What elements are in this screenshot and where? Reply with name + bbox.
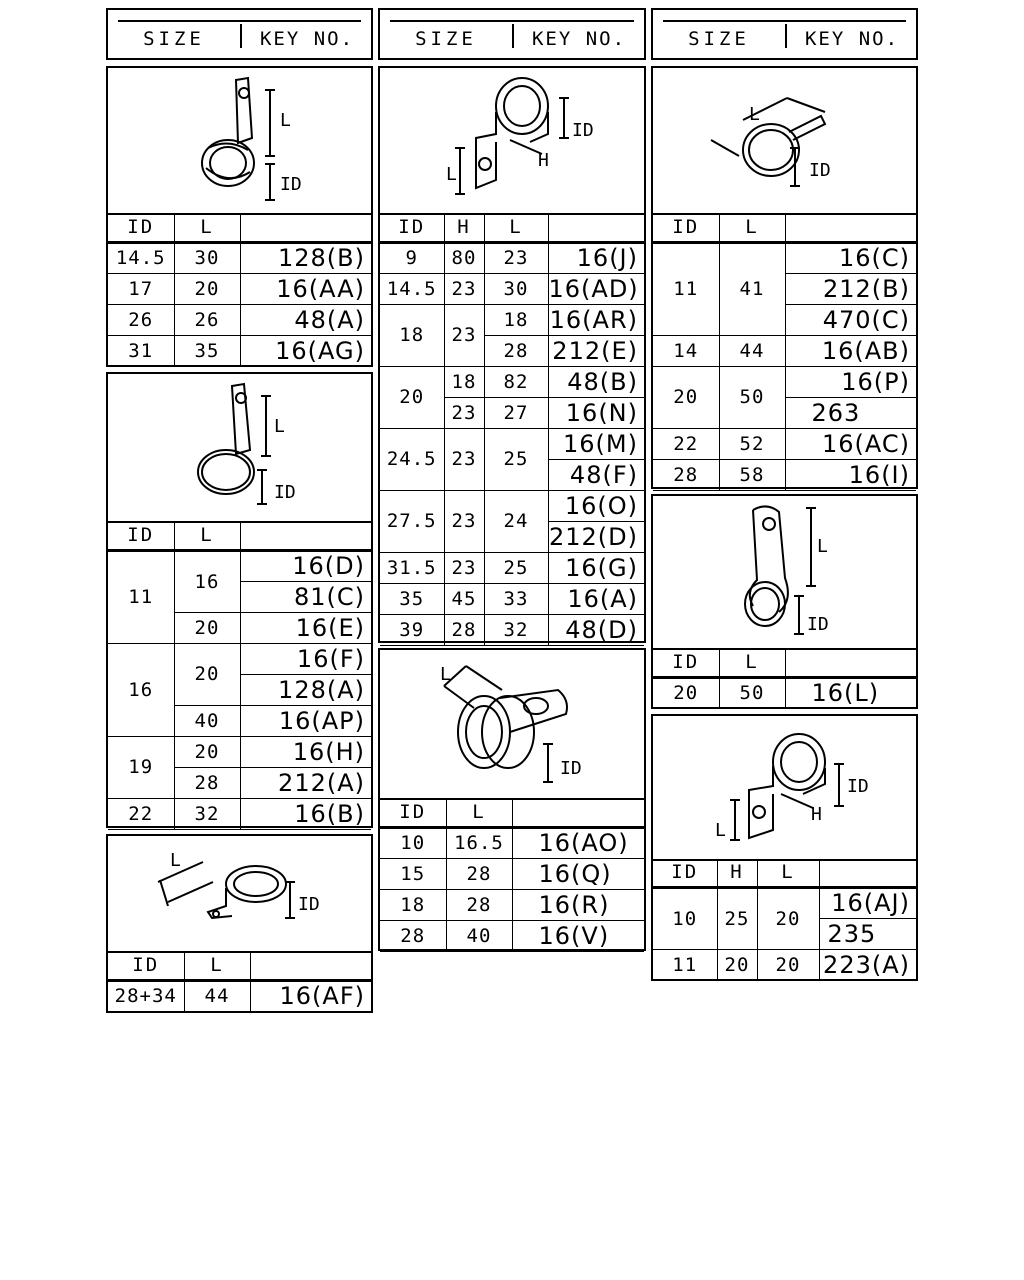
col-head-key bbox=[240, 213, 371, 242]
table-row: 20 18 82 48(B) bbox=[380, 366, 644, 397]
table-row: 22 32 16(B) bbox=[108, 798, 371, 829]
dim-label-h: H bbox=[811, 804, 822, 825]
key-number: 16(AO) bbox=[512, 827, 644, 858]
table-row: 14.5 23 30 16(AD) bbox=[380, 273, 644, 304]
clamp-drawing bbox=[108, 374, 371, 523]
double-clamp-illustration bbox=[108, 836, 371, 951]
table-header-row: ID H L bbox=[653, 859, 916, 887]
key-number: 212(A) bbox=[240, 767, 371, 798]
table-header-row bbox=[108, 213, 371, 242]
table-row: 35 45 33 16(A) bbox=[380, 583, 644, 614]
dim-label-l: L bbox=[170, 850, 181, 871]
key-header: KEY NO. bbox=[259, 28, 355, 50]
dim-label-id: ID bbox=[807, 614, 829, 635]
key-number: 128(A) bbox=[240, 674, 371, 705]
key-number: 16(AD) bbox=[548, 273, 644, 304]
table-row: 19 20 16(H) bbox=[108, 736, 371, 767]
table-row: 31 35 16(AG) bbox=[108, 335, 371, 366]
clamp-block-c3-3 bbox=[651, 714, 918, 981]
table-row: 11 20 20 223(A) bbox=[653, 949, 916, 980]
key-header: KEY NO. bbox=[804, 28, 900, 50]
table-row: 14.5 30 128(B) bbox=[108, 242, 371, 273]
dim-label-l: L bbox=[715, 820, 726, 841]
header-col2 bbox=[378, 8, 646, 60]
key-number: 235 bbox=[819, 918, 916, 949]
key-number: 16(A) bbox=[548, 583, 644, 614]
key-number: 470(C) bbox=[785, 304, 916, 335]
key-number: 16(AJ) bbox=[819, 887, 916, 918]
band-clamp-illustration bbox=[653, 68, 916, 213]
key-number: 16(F) bbox=[240, 643, 371, 674]
key-number: 48(F) bbox=[548, 459, 644, 490]
key-number: 212(D) bbox=[548, 521, 644, 552]
key-number: 16(Q) bbox=[512, 858, 644, 889]
table-row: 20 50 16(P) bbox=[653, 366, 916, 397]
clamp-block-c1-3 bbox=[106, 834, 373, 1013]
dim-label-id: ID bbox=[560, 758, 582, 779]
table-row: 27.5 23 24 16(O) bbox=[380, 490, 644, 521]
clamp-block-c3-1 bbox=[651, 66, 918, 489]
dim-label-id: ID bbox=[847, 776, 869, 797]
key-number: 16(AP) bbox=[240, 705, 371, 736]
col-head-id: ID bbox=[108, 213, 174, 242]
key-header: KEY NO. bbox=[531, 28, 627, 50]
key-number: 16(I) bbox=[785, 459, 916, 490]
header-col1 bbox=[106, 8, 373, 60]
table-row: 17 20 16(AA) bbox=[108, 273, 371, 304]
clamp-drawing bbox=[108, 68, 371, 215]
size-table bbox=[108, 213, 371, 367]
dim-label-l: L bbox=[440, 664, 451, 685]
key-number: 16(C) bbox=[785, 242, 916, 273]
table-row: 31.5 23 25 16(G) bbox=[380, 552, 644, 583]
dim-label-id: ID bbox=[809, 160, 831, 181]
table-header-row: ID L bbox=[380, 798, 644, 827]
loop-clamp-illustration bbox=[653, 496, 916, 648]
key-number: 16(O) bbox=[548, 490, 644, 521]
key-number: 16(D) bbox=[240, 550, 371, 581]
dim-label-l: L bbox=[280, 110, 291, 131]
table-row: 15 28 16(Q) bbox=[380, 858, 644, 889]
clip-clamp-illustration bbox=[108, 68, 371, 213]
key-number: 16(AR) bbox=[548, 304, 644, 335]
clamp-block-c1-1 bbox=[106, 66, 373, 367]
table-header-row: ID H L bbox=[380, 213, 644, 242]
clamp-block-c2-2 bbox=[378, 648, 646, 951]
key-number: 48(B) bbox=[548, 366, 644, 397]
p-clamp-illustration bbox=[108, 374, 371, 521]
table-row: 10 25 20 16(AJ) bbox=[653, 887, 916, 918]
saddle-clamp-illustration bbox=[380, 68, 644, 213]
table-row: 9 80 23 16(J) bbox=[380, 242, 644, 273]
table-row: 24.5 23 25 16(M) bbox=[380, 428, 644, 459]
key-number: 81(C) bbox=[240, 581, 371, 612]
key-number: 223(A) bbox=[819, 949, 916, 980]
key-number: 16(B) bbox=[240, 798, 371, 829]
size-table bbox=[653, 213, 916, 491]
dim-label-l: L bbox=[749, 104, 760, 125]
size-table bbox=[108, 521, 371, 830]
key-number: 16(E) bbox=[240, 612, 371, 643]
size-header: SIZE bbox=[688, 28, 750, 50]
table-row: 14 44 16(AB) bbox=[653, 335, 916, 366]
key-number: 48(A) bbox=[240, 304, 371, 335]
dim-label-l: L bbox=[817, 536, 828, 557]
table-row: 28 40 16(V) bbox=[380, 920, 644, 951]
table-row: 20 50 16(L) bbox=[653, 677, 916, 707]
table-row: 40 16(AP) bbox=[108, 705, 371, 736]
clamp-drawing bbox=[108, 836, 371, 953]
clamp-drawing bbox=[380, 650, 644, 800]
size-header: SIZE bbox=[143, 28, 205, 50]
key-number: 212(B) bbox=[785, 273, 916, 304]
header-rule bbox=[390, 20, 634, 22]
table-header-row: ID L bbox=[108, 521, 371, 550]
dim-label-h: H bbox=[538, 150, 549, 171]
table-row: 10 16.5 16(AO) bbox=[380, 827, 644, 858]
table-row: 28+34 44 16(AF) bbox=[108, 980, 371, 1011]
key-number: 16(AG) bbox=[240, 335, 371, 366]
key-number: 128(B) bbox=[240, 242, 371, 273]
clamp-block-c3-2 bbox=[651, 494, 918, 709]
size-header: SIZE bbox=[415, 28, 477, 50]
header-rule bbox=[663, 20, 906, 22]
table-row: 39 28 32 48(D) bbox=[380, 614, 644, 645]
col-head-l: L bbox=[174, 213, 240, 242]
clamp-block-c1-2 bbox=[106, 372, 373, 828]
table-row: 28 212(A) bbox=[108, 767, 371, 798]
key-number: 16(H) bbox=[240, 736, 371, 767]
key-number: 16(AA) bbox=[240, 273, 371, 304]
size-table bbox=[653, 648, 916, 708]
dim-label-id: ID bbox=[274, 482, 296, 503]
table-row: 11 16 16(D) bbox=[108, 550, 371, 581]
table-row: 28 58 16(I) bbox=[653, 459, 916, 490]
key-number: 16(M) bbox=[548, 428, 644, 459]
key-number: 16(V) bbox=[512, 920, 644, 951]
table-row: 28 212(E) bbox=[380, 335, 644, 366]
key-number: 263 bbox=[785, 397, 916, 428]
header-col3 bbox=[651, 8, 918, 60]
header-rule bbox=[118, 20, 361, 22]
size-table bbox=[108, 951, 371, 1012]
clamp-drawing bbox=[380, 68, 644, 215]
table-row: 26 26 48(A) bbox=[108, 304, 371, 335]
table-row: 20 16(E) bbox=[108, 612, 371, 643]
table-row: 16 20 16(F) bbox=[108, 643, 371, 674]
table-row: 11 41 16(C) bbox=[653, 242, 916, 273]
key-number: 16(AC) bbox=[785, 428, 916, 459]
key-number: 16(L) bbox=[785, 677, 916, 707]
table-row: 22 52 16(AC) bbox=[653, 428, 916, 459]
dim-label-l: L bbox=[446, 164, 457, 185]
dim-label-l: L bbox=[274, 416, 285, 437]
table-row: 18 28 16(R) bbox=[380, 889, 644, 920]
table-header-row: ID L bbox=[653, 213, 916, 242]
key-number: 16(AB) bbox=[785, 335, 916, 366]
key-number: 16(J) bbox=[548, 242, 644, 273]
offset-saddle-clamp-illustration bbox=[653, 716, 916, 859]
key-number: 16(N) bbox=[548, 397, 644, 428]
key-number: 16(AF) bbox=[250, 980, 371, 1011]
size-table bbox=[653, 859, 916, 981]
table-header-row: ID L bbox=[108, 951, 371, 980]
dim-label-id: ID bbox=[572, 120, 594, 141]
key-number: 212(E) bbox=[548, 335, 644, 366]
clamp-block-c2-1 bbox=[378, 66, 646, 643]
key-number: 48(D) bbox=[548, 614, 644, 645]
key-number: 16(R) bbox=[512, 889, 644, 920]
key-number: 16(P) bbox=[785, 366, 916, 397]
dim-label-id: ID bbox=[280, 174, 302, 195]
clamp-drawing bbox=[653, 716, 916, 861]
table-row: 18 23 18 16(AR) bbox=[380, 304, 644, 335]
dim-label-id: ID bbox=[298, 894, 320, 915]
table-header-row: ID L bbox=[653, 648, 916, 677]
size-table bbox=[380, 213, 644, 646]
size-table bbox=[380, 798, 644, 952]
table-row: 23 27 16(N) bbox=[380, 397, 644, 428]
key-number: 16(G) bbox=[548, 552, 644, 583]
clamp-drawing bbox=[653, 496, 916, 650]
cushioned-clamp-illustration bbox=[380, 650, 644, 798]
clamp-drawing bbox=[653, 68, 916, 215]
